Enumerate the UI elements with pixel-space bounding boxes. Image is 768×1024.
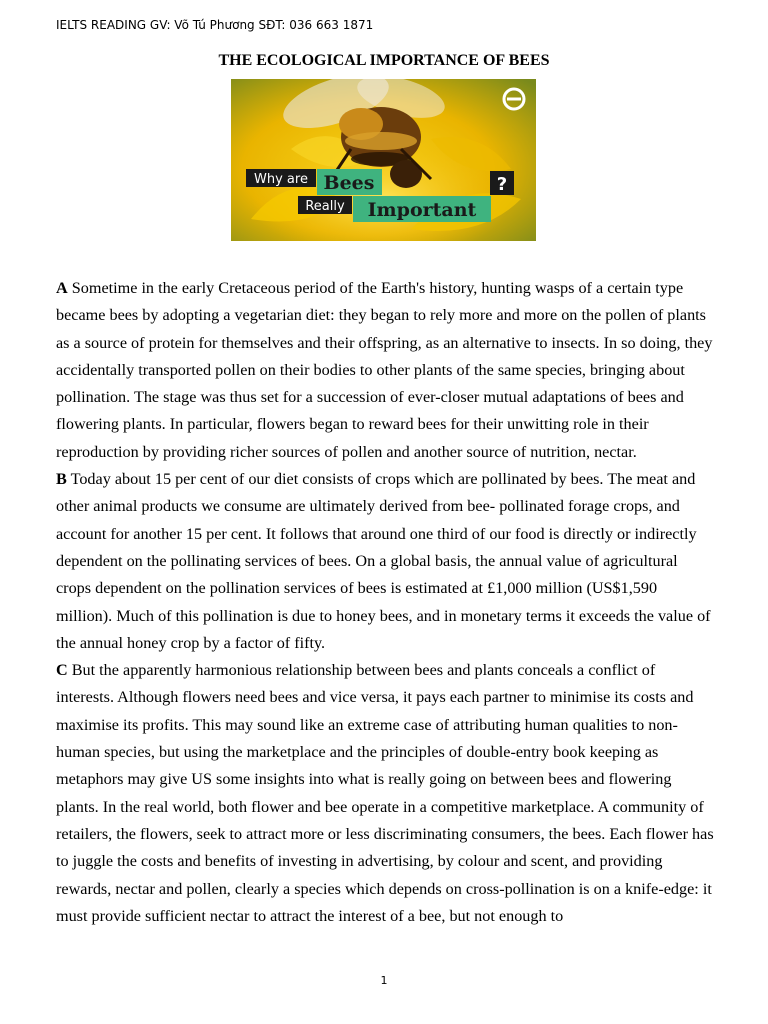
banner-question-mark: ?	[496, 174, 508, 195]
paragraph-letter: A	[56, 279, 68, 297]
bee-banner-image	[231, 79, 536, 241]
banner-why-are: Why are	[254, 172, 308, 187]
paragraph-letter: C	[56, 661, 68, 680]
banner-bees: Bees	[323, 172, 375, 194]
banner-important: Important	[367, 199, 477, 221]
paragraph-text: Today about 15 per cent of our diet consists of crops which are pollinated by bees. The meat and other animal products we consume are ultimately derived from bee- pollinated forage crops, and account for another 15 per cent. It follows that around one third of our food is directly or indirectly dependent on the pollinating services of bees. On a global basis, the annual value of agricultural crops dependent on the pollination services of bees is estimated at £1,000 million (US$1,590 million). Much of this pollination is due to honey bees, and in monetary terms it exceeds the value of the annual honey crop by a factor of fifty.	[56, 470, 711, 652]
paragraph-a	[56, 275, 716, 466]
paragraph-b	[56, 466, 716, 657]
paragraph-letter: B	[56, 470, 67, 489]
banner-really: Really	[305, 199, 345, 214]
article-body	[56, 275, 716, 930]
article-title: THE ECOLOGICAL IMPORTANCE OF BEES	[218, 52, 550, 69]
paragraph-text: Sometime in the early Cretaceous period of the Earth's history, hunting wasps of a certain type became bees by adopting a vegetarian diet: they began to rely more and more on the pollen of plants as a source of protein for themselves and their offspring, as an alternative to insects. In so doing, they accidentally transported pollen on their bodies to other plants of the same species, bringing about pollination. The stage was thus set for a succession of ever-closer mutual adaptations of bees and flowering plants. In particular, flowers began to reward bees for their unwitting role in their reproduction by providing richer sources of pollen and another source of nutrition, nectar.	[56, 279, 713, 461]
page-number: 1	[380, 974, 388, 987]
paragraph-text: But the apparently harmonious relationship between bees and plants conceals a conflict of interests. Although flowers need bees and vice versa, it pays each partner to minimise its costs and maximise its profits. This may sound like an extreme case of attributing human qualities to non-human species, but using the marketplace and the principles of double-entry book keeping as metaphors may give US some insights into what is really going on between bees and flowering plants. In the real world, both flower and bee operate in a competitive marketplace. A community of retailers, the flowers, seek to attract more or less discriminating consumers, the bees. Each flower has to juggle the costs and benefits of investing in advertising, by colour and scent, and providing rewards, nectar and pollen, clearly a species which depends on cross-pollination is on a knife-edge: it must provide sufficient nectar to attract the interest of a bee, but not enough to	[56, 661, 714, 925]
page-header: IELTS READING GV: Võ Tú Phương SĐT: 036 663 1871	[56, 18, 374, 32]
paragraph-c	[56, 657, 716, 930]
